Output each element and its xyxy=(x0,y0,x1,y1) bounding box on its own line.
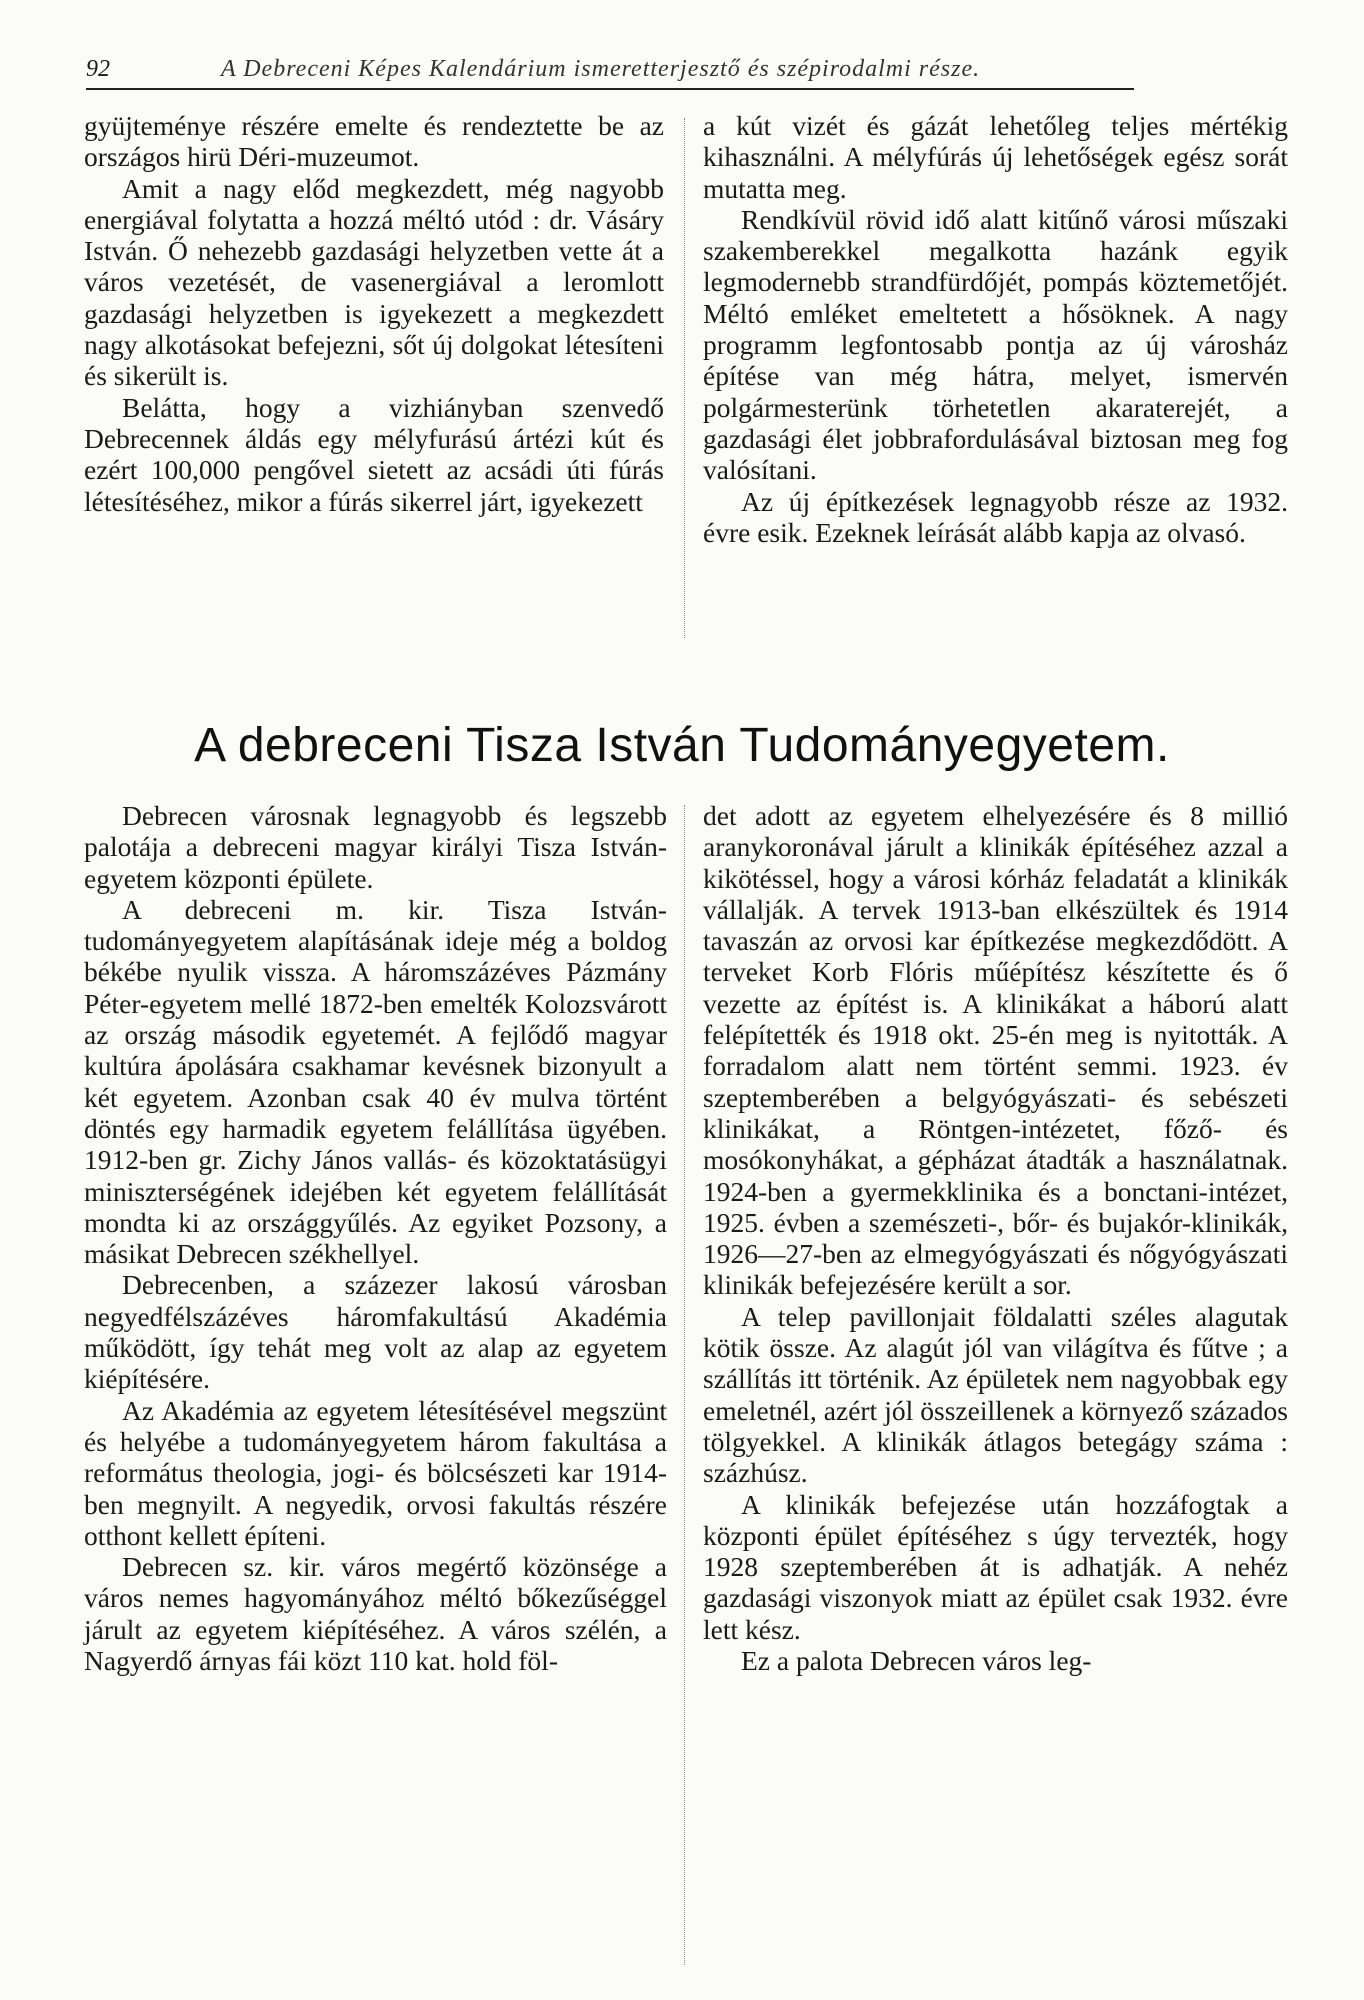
paragraph: Ez a palota Debrecen város leg- xyxy=(741,1645,1092,1677)
paragraph: Debrecenben, a százezer lakosú városban negyedfélszázéves háromfakultású Akadémia működött, így tehát meg volt az alap az egyetem kiépítésére. xyxy=(84,1269,667,1395)
paragraph: Rendkívül rövid idő alatt kitűnő városi műszaki szakemberekkel megalkotta hazánk egyik legmodernebb strandfürdőjét, pompás köztemetőjét. Méltó emléket emeltetett a hősöknek. A nagy programm legfontosabb pontja az új városház építése van még hátra, melyet, ismervén polgármesterünk törhetetlen akaraterejét, a gazdasági élet jobbrafordulásával biztosan meg fog valósítani. xyxy=(703,203,1288,486)
article-title: A debreceni Tisza István Tudományegyetem. xyxy=(194,719,1170,772)
paragraph: Amit a nagy előd megkezdett, még nagyobb energiával folytatta a hozzá méltó utód : dr. Vásáry István. Ő nehezebb gazdasági helyzetben vette át a város vezetését, de vasenergiával a leromlott gazdasági helyzetben is igyekezett a megkezdett nagy alkotásokat befejezni, sőt új dolgokat létesíteni és sikerült is. xyxy=(84,172,664,392)
paragraph: Debrecen sz. kir. város megértő közönsége a város nemes hagyományához méltó bőkezűséggel járult az egyetem kiépítéséhez. A város szélén, a Nagyerdő árnyas fái közt 110 kat. hold föl- xyxy=(84,1551,667,1677)
paragraph: A debreceni m. kir. Tisza István-tudományegyetem alapításának ideje még a boldog békébe nyulik vissza. A háromszázéves Pázmány Péter-egyetem mellé 1872-ben emelték Kolozsvárott az ország második egyetemét. A fejlődő magyar kultúra ápolására csakhamar kevésnek bizonyult a két egyetem. Azonban csak 40 év mulva történt döntés egy harmadik egyetem felállítása ügyében. 1912-ben gr. Zichy János vallás- és közoktatásügyi miniszterségének idejében két egyetem felállítását mondta ki az országgyűlés. Az egyiket Pozsony, a másikat Debrecen székhellyel. xyxy=(84,893,667,1270)
paragraph: A telep pavillonjait földalatti széles alagutak kötik össze. Az alagút jól van világítva és fűtve ; a szállítás itt történik. Az épületek nem nagyobbak egy emeletnél, azért jól összeillenek a környező százados tölgyekkel. A klinikák átlagos betegágy száma : százhúsz. xyxy=(703,1300,1288,1489)
paragraph: Az Akadémia az egyetem létesítésével megszünt és helyébe a tudományegyetem három fakultása a református theologia, jogi- és bölcsészeti kar 1914-ben megnyilt. A negyedik, orvosi fakultás részére otthont kellett építeni. xyxy=(84,1394,667,1551)
page-number: 92 xyxy=(86,56,110,82)
paragraph: det adott az egyetem elhelyezésére és 8 millió aranykoronával járult a klinikák építéséhez azzal a kikötéssel, hogy a városi kórház feladatát a klinikák vállalják. A tervek 1913-ban elkészültek és 1914 tavaszán az orvosi kar építkezése megkezdődött. A terveket Korb Flóris műépítész készítette és ő vezette az építést is. A klinikákat a háború alatt felépítették és 1918 okt. 25-én meg is nyitották. A forradalom alatt nem történt semmi. 1923. év szeptemberében a belgyógyászati- és sebészeti klinikákat, a Röntgen-intézetet, főző- és mosókonyhákat, a gépházat átadták a használatnak. 1924-ben a gyermekklinika és a bonctani-intézet, 1925. évben a szemészeti-, bőr- és bujakór-klinikák, 1926—27-ben az elmegyógyászati és nőgyógyászati klinikák befejezésére került a sor. xyxy=(703,800,1288,1301)
running-header xyxy=(86,48,1134,90)
top-right-column xyxy=(703,110,1288,548)
paragraph: Belátta, hogy a vizhiányban szenvedő Debrecennek áldás egy mélyfurású ártézi kút és ezért 100,000 pengővel sietett az acsádi úti fúrás létesítéséhez, mikor a fúrás sikerrel járt, igyekezett xyxy=(84,391,664,517)
top-left-column xyxy=(84,110,664,517)
paragraph: Az új építkezések legnagyobb része az 1932. évre esik. Ezeknek leírását alább kapja az olvasó. xyxy=(703,485,1288,548)
paragraph: a kút vizét és gázát lehetőleg teljes mértékig kihasználni. A mélyfúrás új lehetőségek egész sorát mutatta meg. xyxy=(703,110,1288,204)
column-divider xyxy=(684,118,685,638)
column-divider xyxy=(684,805,685,1965)
paragraph: gyüjteménye részére emelte és rendeztette be az országos hirü Déri-muzeumot. xyxy=(84,110,664,173)
paragraph: Debrecen városnak legnagyobb és legszebb palotája a debreceni magyar királyi Tisza István-egyetem központi épülete. xyxy=(84,800,667,894)
article-left-column xyxy=(84,800,667,1676)
paragraph: A klinikák befejezése után hozzáfogtak a központi épület építéséhez s úgy tervezték, hogy 1928 szeptemberében át is adhatják. A nehéz gazdasági viszonyok miatt az épület csak 1932. évre lett kész. xyxy=(703,1488,1288,1645)
article-right-column xyxy=(703,800,1288,1676)
running-title: A Debreceni Képes Kalendárium ismeretterjesztő és szépirodalmi része. xyxy=(221,56,981,82)
